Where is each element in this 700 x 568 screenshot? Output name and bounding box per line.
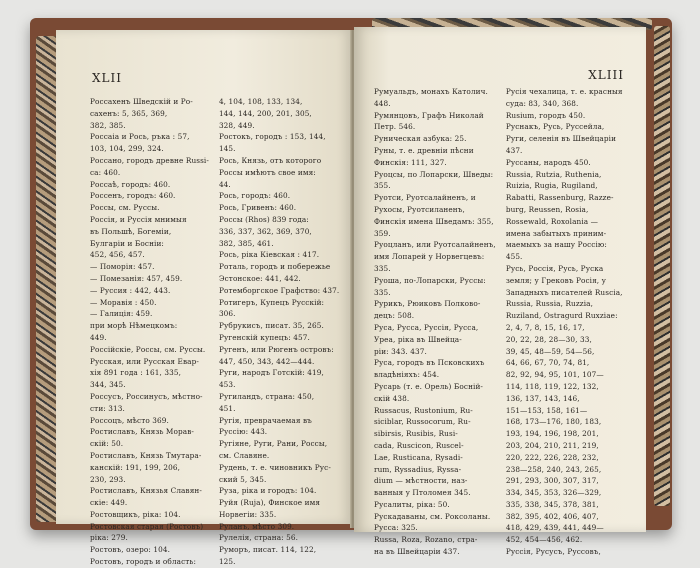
index-entry-line: Россаѣ, городъ: 460. [90,179,171,189]
index-entry-line: Руcaлиты, ріка: 50. [374,499,450,509]
index-entry-line: Финскія: 111, 327. [374,157,447,167]
index-entry-line: Ругенъ, или Рюгенъ островъ: [218,344,334,354]
index-entry-line: Рухосы, Руотсиланенъ, [374,204,465,214]
index-entry-line: въ Польшѣ, Богеміи, [90,226,172,236]
index-entry-line: ріи: 343. 437. [374,346,427,356]
index-entry-line: см. Славяне. [218,450,270,460]
index-entry-line: Россоцъ, мѣсто 369. [90,415,169,425]
index-entry-line: 453. [218,380,236,390]
index-entry-line: Россусъ, Россинусъ, мѣстно- [90,391,203,401]
index-entry-line: 193, 194, 196, 198, 201, [505,429,599,439]
index-entry-line: 125. [218,557,236,567]
index-entry-line: Ругіяне, Руги, Рани, Россы, [218,439,328,449]
index-entry-line: Рось, ріка Кіевская : 417. [218,250,320,260]
index-entry-line: Румуальдъ, монахъ Католич. [374,87,488,96]
index-entry-line: Россаіа и Рось, ръка : 57, [90,132,190,142]
index-entry-line: Рось, городъ: 460. [218,191,291,201]
index-entry-line: Руса, Русса, Руссія, Русса, [374,322,479,332]
index-columns [90,96,340,568]
index-entry-line: siciblar, Russocorum, Ru- [374,417,471,427]
index-entry-line: Западныхъ писателей Ruscia, [505,287,623,297]
index-entry-line: 455. [505,252,523,262]
index-entry-line: Россахенъ Шведскій и Ро- [90,97,193,106]
index-entry-line: Ротигеръ, Купецъ Русскій: [218,297,325,307]
index-entry-line: Руса, городъ въ Псковскихъ [374,358,485,368]
index-entry-line: Руническая азбука: 25. [374,134,467,144]
index-entry-line: 437. [505,145,523,155]
index-entry-line: 335. [374,263,391,273]
index-entry-line: Уреа, ріка въ Швейца- [374,334,462,344]
index-entry-line: хія 891 года : 161, 335, [90,368,181,378]
index-entry-line: 452, 456, 457. [90,250,145,260]
right-page [354,27,646,557]
index-entry-line: — Помезанія: 457, 459. [90,273,183,283]
index-entry-line: Рускадаваны, см. Роксоланы. [374,511,491,521]
index-entry-line: Руги, народъ Готскій: 419, [218,368,324,378]
index-entry-line: burg, Reussen, Rosia, [505,204,589,214]
index-entry-line: Russia, Russia, Ruzzia, [505,299,594,309]
index-entry-line: 114, 118, 119, 122, 132, [505,381,599,391]
index-entry-line: 44. [218,179,231,189]
index-entry-line: сахенъ: 5, 365, 369, [90,108,168,118]
index-entry-line: Россійскіе, Россы, см. Руссы. [90,344,206,354]
index-entry-line: Рурикъ, Рюиковъ Полково- [374,299,481,309]
index-entry-line: Ругиландъ, страна: 450, [218,391,315,401]
index-entry-line: cada, Ruscicon, Ruscel- [374,440,464,450]
index-entry-line: Ruizia, Rugia, Rugiland, [505,181,598,191]
index-entry-line: Руланъ, мѣсто 309. [218,521,295,531]
index-entry-line: — Руссия : 442, 443. [90,285,171,295]
index-entry-line: 359. [374,228,391,238]
index-entry-line: децъ: 508. [374,311,415,321]
index-entry-line: 328, 449. [218,120,255,130]
index-entry-line: Ростовъ, озеро: 104. [90,545,170,555]
index-entry-line: Россы (Rhos) 839 года: [218,214,309,224]
index-column-1 [374,86,496,558]
index-entry-line: Ruziland, Ostragurd Ruxziae: [505,311,618,321]
index-entry-line: Руссію: 443. [218,427,268,437]
index-entry-line: 355. [374,181,391,191]
index-column-1 [90,96,209,568]
index-entry-line: Руоцсы, по Лопарски, Шведы: [374,169,494,179]
index-entry-line: 382, 395, 402, 406, 407, [505,511,599,521]
index-entry-line: Россано, городъ древне Russi- [90,155,209,165]
index-entry-line: 4, 104, 108, 133, 134, [218,97,303,106]
index-entry-line: 203, 204, 210, 211, 219, [505,440,599,450]
page-number: XLIII [588,68,624,82]
index-entry-line: Ростиславъ, Князь Морав- [90,427,194,437]
index-entry-line: Петр. 546. [374,122,416,132]
index-entry-line: Роталь, городъ и побережье [218,262,331,272]
index-entry-line: 449. [90,332,107,342]
index-entry-line: Эстонское: 441, 442. [218,273,301,283]
index-entry-line: 418, 429, 439, 441, 449— [505,523,604,533]
index-entry-line: Россія, и Руссія мнимыя [90,214,187,224]
index-entry-line: 220, 222, 226, 228, 232, [505,452,599,462]
index-entry-line: земля; у Грековъ Росія, у [505,275,607,285]
left-page [56,30,352,567]
index-entry-line: Руйя (Ruja), Финское имя [218,498,321,508]
index-entry-line: Russa, Roza, Rozano, стра- [374,535,478,545]
index-entry-line: Русія чехалица, т. е. красныя [505,87,623,96]
index-entry-line: Russacus, Rustonium, Ru- [374,405,473,415]
index-entry-line: 151—153, 158, 161— [505,405,588,415]
index-entry-line: 334, 345, 353, 326—329, [505,488,602,498]
index-entry-line: 382, 385, 461. [218,238,274,248]
index-entry-line: ский 5, 345. [218,474,267,484]
index-entry-line: скій: 50. [90,439,124,449]
index-entry-line: 64, 66, 67, 70, 74, 81, [505,358,590,368]
index-entry-line: Румянцовъ, Графъ Николай [374,110,484,120]
index-entry-line: dium — мѣстности, наз- [374,476,468,486]
index-entry-line: маемыхъ за нашу Россію: [505,240,607,250]
index-entry-line: 2, 4, 7, 8, 15, 16, 17, [505,322,585,332]
index-entry-line: Русская, или Русская Евар- [90,356,199,366]
index-entry-line: Россы имѣютъ свое имя: [218,167,316,177]
index-entry-line: Ругія, преврачаемая въ [218,415,312,425]
index-entry-line: сти: 313. [90,403,125,413]
index-entry-line: Rusium, городъ 450. [505,110,586,120]
index-entry-line: 335, 338, 345, 378, 381, [505,499,599,509]
index-entry-line: Рубрукисъ, писат. 35, 265. [218,321,324,331]
index-entry-line: — Поморія: 457. [90,262,155,272]
marbled-edge-right [654,26,670,506]
index-entry-line: Руссаны, народъ 450. [505,157,591,167]
index-entry-line: 382, 385. [90,120,126,130]
index-entry-line: 39, 45, 48—59, 54—56, [505,346,595,356]
index-entry-line: Русь, Россія, Русь, Руска [505,263,604,273]
index-entry-line: 447, 450, 343, 442—444. [218,356,315,366]
index-entry-line: суда: 83, 340, 368. [505,98,579,108]
index-entry-line: Руны, т. е. древніи пѣсни [374,145,474,155]
index-column-2 [219,96,339,568]
index-entry-line: Рось, Гривенъ: 460. [218,203,297,213]
index-entry-line: 230, 293. [90,474,126,484]
index-entry-line: 136, 137, 143, 146, [505,393,580,403]
index-entry-line: Руги, селенія въ Швейцаріи [505,134,617,144]
index-entry-line: — Моравія : 450. [90,297,157,307]
index-entry-line: Россенъ, городъ: 460. [90,191,176,201]
page-number: XLII [92,71,122,85]
index-entry-line: на въ Швейцаріи 437. [374,547,460,557]
index-entry-line: ріка: 279. [90,533,128,543]
index-entry-line: Lae, Rusticana, Rysadi- [374,452,463,462]
index-entry-line: Русса: 325. [374,523,418,533]
index-entry-line: Финскія имена Шведамъ: 355, [374,216,494,226]
index-entry-line: Руснакъ, Русь, Руссейла, [505,122,605,132]
index-entry-line: Руссія, Русусъ, Руссовъ, [505,547,601,557]
index-entry-line: Рулелія, страна: 56. [218,533,299,543]
index-entry-line: Ротемборгское Графство: 437. [218,285,340,295]
index-entry-line: Рось, Князь, отъ которого [218,155,322,165]
index-entry-line: Ругенскій купецъ: 457. [218,332,310,342]
index-entry-line: скій 438. [374,393,410,403]
index-entry-line: Русарь (т. е. Орель) Босній- [374,381,483,391]
index-entry-line: 448. [374,98,391,108]
index-entry-line: Руотси, Руотсалайненъ, и [374,193,476,203]
index-entry-line: Рудень, т. е. чиновникъ Рус- [218,462,331,472]
index-entry-line: 336, 337, 362, 369, 370, [218,226,312,236]
index-entry-line: 144, 144, 200, 201, 305, [218,108,312,118]
index-entry-line: 168, 173—176, 180, 183, [505,417,602,427]
index-entry-line: при морѣ Нѣмецкомъ: [90,321,178,331]
index-entry-line: 306. [218,309,236,319]
index-entry-line: 451. [218,403,236,413]
index-entry-line: — Галиція: 459. [90,309,153,319]
index-entry-line: имя Лопарей у Норвегцевъ: [374,252,485,262]
index-entry-line: ванныя у Птоломея 345. [374,488,471,498]
index-entry-line: канскій: 191, 199, 206, [90,462,181,472]
index-entry-line: 335. [374,287,391,297]
index-entry-line: Руоцланъ, или Руотсалайненъ, [374,240,496,250]
index-entry-line: Норвегіи: 335. [218,509,277,519]
index-entry-line: Ростиславъ, Князья Славян- [90,486,202,496]
index-entry-line: 103, 104, 299, 324. [90,144,164,154]
index-entry-line: Руоша, по-Лопарски, Руссы: [374,275,486,285]
index-entry-line: 82, 92, 94, 95, 101, 107— [505,370,604,380]
index-columns [374,86,632,558]
index-entry-line: Ростовская старая (Ростовъ) [90,521,204,531]
index-entry-line: 145. [218,144,236,154]
index-entry-line: Ростокъ, городъ : 153, 144, [218,132,326,142]
index-entry-line: sibirsis, Rusibis, Rusi- [374,429,458,439]
index-entry-line: 238—258, 240, 243, 265, [505,464,602,474]
index-entry-line: са: 460. [90,167,121,177]
index-entry-line: 344, 345. [90,380,126,390]
index-entry-line: Булгаріи и Босніи: [90,238,164,248]
index-entry-line: 20, 22, 28, 28—30, 33, [505,334,592,344]
index-entry-line: Russia, Rutzia, Ruthenia, [505,169,602,179]
index-entry-line: владѣніяхъ: 454. [374,370,440,380]
index-entry-line: Rabatti, Rassenburg, Razze- [505,193,614,203]
index-entry-line: 291, 293, 300, 307, 317, [505,476,599,486]
index-entry-line: Ростиславъ, Князь Тмутара- [90,450,202,460]
index-entry-line: Россы, см. Руссы. [90,203,160,213]
index-entry-line: скіе: 449. [90,498,128,508]
index-entry-line: имена забытыхъ приним- [505,228,607,238]
index-entry-line: 452, 454—456, 462. [505,535,583,545]
index-entry-line: Rossewald, Roxolania — [505,216,599,226]
marbled-edge-left [36,36,58,522]
index-entry-line: Руморъ, писат. 114, 122, [218,545,317,555]
index-column-2 [506,86,636,558]
index-entry-line: Ростовъ, городъ и область: [90,557,197,567]
index-entry-line: Руза, ріка и городъ: 104. [218,486,317,496]
index-entry-line: Ростовщикъ, ріка: 104. [90,509,181,519]
index-entry-line: rum, Ryssadius, Ryssa- [374,464,462,474]
